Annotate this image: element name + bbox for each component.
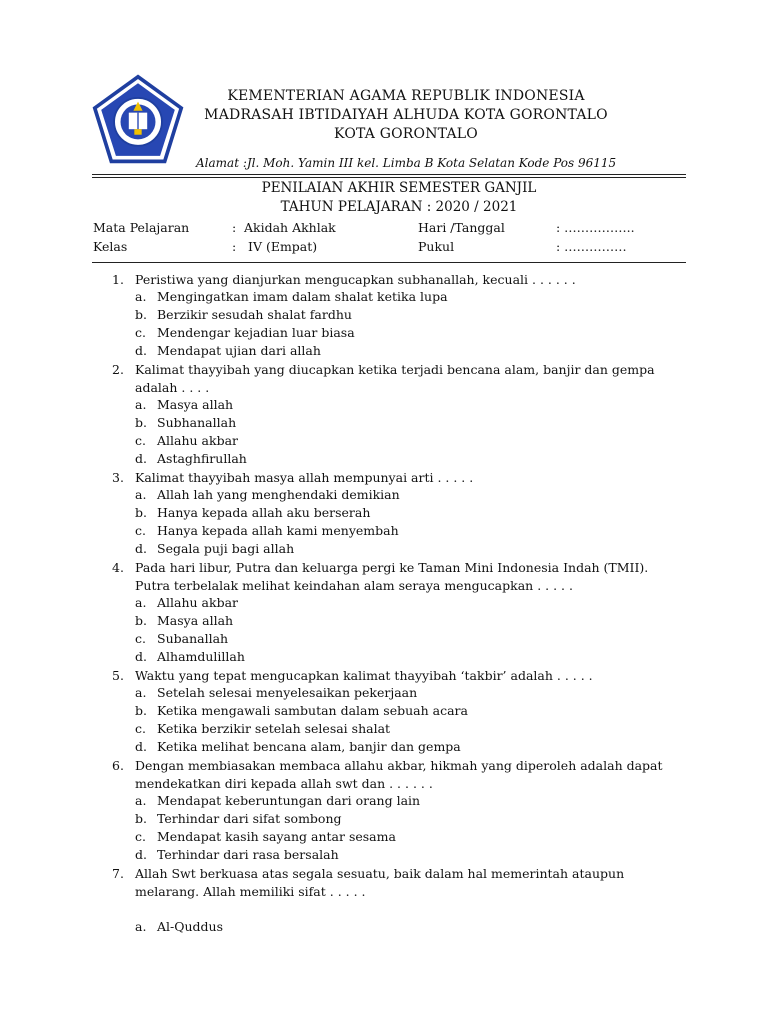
question-1 xyxy=(112,271,672,289)
question-number: 4. xyxy=(112,560,124,575)
option-5d: d. Ketika melihat bencana alam, banjir dan gempa xyxy=(135,739,461,754)
option-1c: c. Mendengar kejadian luar biasa xyxy=(135,325,355,340)
school-address: Alamat :Jl. Moh. Yamin III kel. Limba B Kota Selatan Kode Pos 96115 xyxy=(196,156,617,170)
question-text: Allah Swt berkuasa atas segala sesuatu, baik dalam hal memerintah ataupun melarang. Allah memiliki sifat . . . . . xyxy=(135,866,625,899)
header-divider xyxy=(92,174,686,175)
question-text: Kalimat thayyibah yang diucapkan ketika terjadi bencana alam, banjir dan gempa adalah . . . . xyxy=(135,362,655,395)
day-label: Hari /Tanggal xyxy=(418,220,505,235)
class-value: IV (Empat) xyxy=(248,239,318,254)
option-3b: b. Hanya kepada allah aku berserah xyxy=(135,505,371,520)
option-3a: a. Allah lah yang menghendaki demikian xyxy=(135,487,400,502)
exam-year: TAHUN PELAJARAN : 2020 / 2021 xyxy=(280,199,518,215)
header-school: MADRASAH IBTIDAIYAH ALHUDA KOTA GORONTALO xyxy=(204,107,608,123)
option-2d: d. Astaghfirullah xyxy=(135,451,247,466)
option-1b: b. Berzikir sesudah shalat fardhu xyxy=(135,307,352,322)
option-3c: c. Hanya kepada allah kami menyembah xyxy=(135,523,399,538)
question-6 xyxy=(112,757,672,793)
option-5b: b. Ketika mengawali sambutan dalam sebuah acara xyxy=(135,703,468,718)
subject-value: Akidah Akhlak xyxy=(244,220,336,235)
option-1a: a. Mengingatkan imam dalam shalat ketika lupa xyxy=(135,289,448,304)
option-6a: a. Mendapat keberuntungan dari orang lain xyxy=(135,793,421,808)
class-separator: : xyxy=(232,239,237,254)
question-text: Waktu yang tepat mengucapkan kalimat thayyibah ‘takbir’ adalah . . . . . xyxy=(135,668,593,683)
subject-separator: : xyxy=(232,220,237,235)
option-4c: c. Subanallah xyxy=(135,631,229,646)
question-5 xyxy=(112,667,672,685)
option-7a: a. Al-Quddus xyxy=(135,919,224,934)
question-text: Kalimat thayyibah masya allah mempunyai arti . . . . . xyxy=(135,470,474,485)
question-number: 6. xyxy=(112,758,124,773)
option-5c: c. Ketika berzikir setelah selesai shalat xyxy=(135,721,391,736)
question-number: 7. xyxy=(112,866,124,881)
question-3 xyxy=(112,469,672,487)
option-4b: b. Masya allah xyxy=(135,613,234,628)
info-divider xyxy=(92,262,686,263)
day-value: : …………….. xyxy=(556,220,635,235)
question-text: Dengan membiasakan membaca allahu akbar, hikmah yang diperoleh adalah dapat mendekatkan diri kepada allah swt dan . . . . . . xyxy=(135,758,663,791)
question-2 xyxy=(112,361,672,397)
question-7 xyxy=(112,865,672,901)
question-number: 3. xyxy=(112,470,124,485)
option-4d: d. Alhamdulillah xyxy=(135,649,245,664)
time-label: Pukul xyxy=(418,239,455,254)
option-2b: b. Subhanallah xyxy=(135,415,237,430)
question-4 xyxy=(112,559,672,595)
subject-label: Mata Pelajaran xyxy=(93,220,190,235)
exam-title: PENILAIAN AKHIR SEMESTER GANJIL xyxy=(261,180,537,196)
option-3d: d. Segala puji bagi allah xyxy=(135,541,295,556)
header-ministry: KEMENTERIAN AGAMA REPUBLIK INDONESIA xyxy=(227,88,585,104)
option-2a: a. Masya allah xyxy=(135,397,234,412)
question-number: 5. xyxy=(112,668,124,683)
question-number: 1. xyxy=(112,272,124,287)
header-divider-thin xyxy=(92,177,686,178)
class-label: Kelas xyxy=(93,239,128,254)
option-6c: c. Mendapat kasih sayang antar sesama xyxy=(135,829,396,844)
question-number: 2. xyxy=(112,362,124,377)
option-2c: c. Allahu akbar xyxy=(135,433,239,448)
option-4a: a. Allahu akbar xyxy=(135,595,239,610)
option-5a: a. Setelah selesai menyelesaikan pekerjaan xyxy=(135,685,418,700)
header-city: KOTA GORONTALO xyxy=(334,126,478,142)
time-value: : …………… xyxy=(556,239,627,254)
option-6b: b. Terhindar dari sifat sombong xyxy=(135,811,342,826)
question-text: Peristiwa yang dianjurkan mengucapkan subhanallah, kecuali . . . . . . xyxy=(135,272,576,287)
question-text: Pada hari libur, Putra dan keluarga pergi ke Taman Mini Indonesia Indah (TMII). Putra terbelalak melihat keindahan alam seraya mengucapkan . . . . . xyxy=(135,560,649,593)
option-6d: d. Terhindar dari rasa bersalah xyxy=(135,847,339,862)
option-1d: d. Mendapat ujian dari allah xyxy=(135,343,321,358)
